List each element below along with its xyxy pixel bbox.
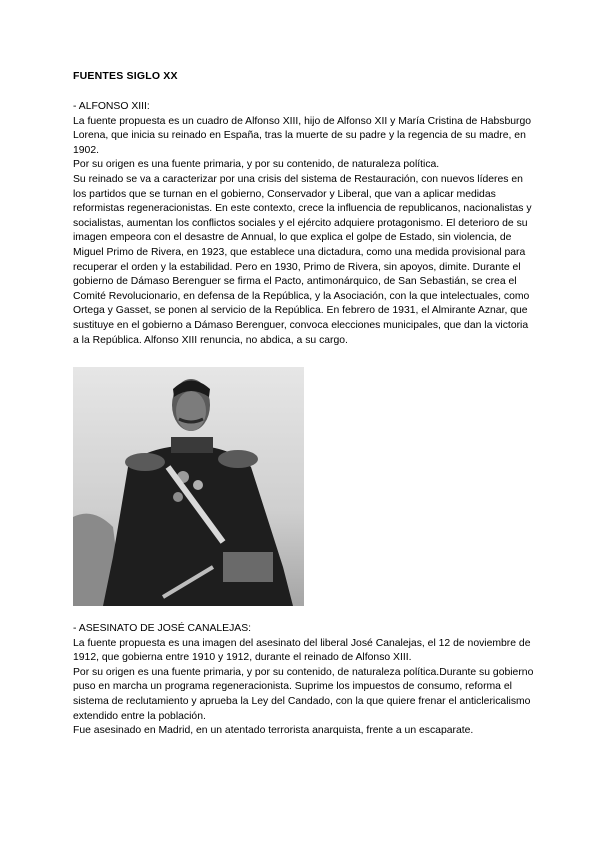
- paragraph: Por su origen es una fuente primaria, y por su contenido, de naturaleza política.Durante su gobierno puso en marcha un programa regeneracionista. Suprime los impuestos de consumo, reforma el sistema de reclutamiento y aprueba la Ley del Candado, con la que quiere frenar el anticlericalismo extendido entre la población.: [73, 666, 534, 722]
- paragraph: La fuente propuesta es un cuadro de Alfonso XIII, hijo de Alfonso XII y María Cristina de Habsburgo Lorena, que inicia su reinado en España, tras la muerte de su padre y la regencia de su madre, en 1902.: [73, 115, 532, 156]
- section-heading: - ASESINATO DE JOSÉ CANALEJAS:: [73, 623, 252, 634]
- section-heading: - ALFONSO XIII:: [73, 101, 150, 112]
- alfonso-xiii-portrait-photo: [73, 367, 304, 606]
- section-canalejas: [73, 622, 535, 739]
- document-title: FUENTES SIGLO XX: [73, 70, 178, 82]
- paragraph: Por su origen es una fuente primaria, y por su contenido, de naturaleza política.: [73, 159, 440, 171]
- section-alfonso-xiii: [73, 100, 535, 348]
- paragraph: La fuente propuesta es una imagen del asesinato del liberal José Canalejas, el 12 de noviembre de 1912, que gobierna entre 1910 y 1912, durante el reinado de Alfonso XIII.: [73, 637, 531, 664]
- portrait-illustration: [73, 367, 304, 606]
- paragraph: Su reinado se va a caracterizar por una crisis del sistema de Restauración, con nuevos líderes en los partidos que se turnan en el gobierno, Conservador y Liberal, que van a aplicar medidas reformistas regeneracionistas. En este contexto, crece la influencia de republicanos, nacionalistas y socialistas, aumentan los conflictos sociales y el ejército adquiere protagonismo. El deterioro de su imagen empeora con el desastre de Annual, lo que explica el golpe de Estado, sin violencia, de Miguel Primo de Rivera, en 1923, que establece una dictadura, como una medida provisional para recuperar el orden y la estabilidad. Pero en 1930, Primo de Rivera, sin apoyos, dimite. Durante el gobierno de Dámaso Berenguer se firma el Pacto, antimonárquico, de San Sebastián, se crea el Comité Revolucionario, en defensa de la República, y la Asociación, con la que intelectuales, como Ortega y Gasset, se ponen al servicio de la República. En febrero de 1931, el Almirante Aznar, que sustituye en el gobierno a Dámaso Berenguer, convoca elecciones municipales, que dan la victoria a la República. Alfonso XIII renuncia, no abdica, a su cargo.: [73, 173, 532, 346]
- paragraph: Fue asesinado en Madrid, en un atentado terrorista anarquista, frente a un escaparate.: [73, 725, 474, 737]
